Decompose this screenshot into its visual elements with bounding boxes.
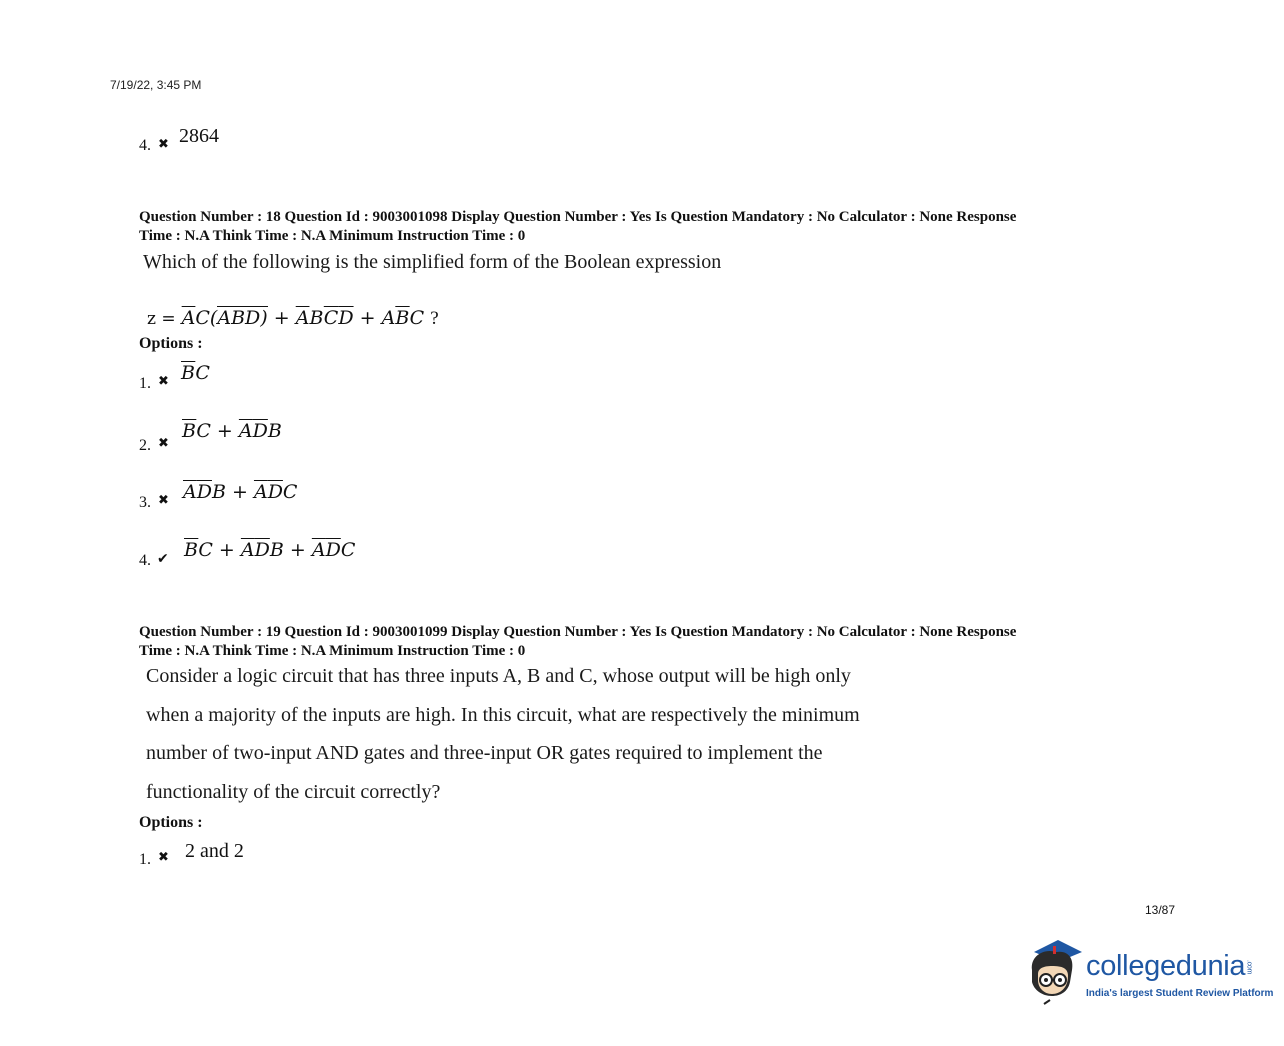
- expr-var: C: [340, 539, 356, 561]
- expr-var: $\overline{D}$: [254, 539, 270, 561]
- option-number: 2.: [139, 437, 151, 454]
- question-19-line-1: Consider a logic circuit that has three inputs A, B and C, whose output will be high only: [146, 665, 851, 687]
- expr-var: $\overline{A}$: [295, 307, 310, 329]
- wrong-mark-icon: ✖: [158, 436, 169, 451]
- expr-var: B: [267, 420, 282, 442]
- option-number: 4.: [139, 552, 151, 569]
- expr-var: $\overline{A}$: [183, 481, 197, 503]
- option-number: 1.: [139, 375, 151, 392]
- expr-var: B: [309, 307, 324, 329]
- expr-var: $\overline{D}$: [338, 307, 354, 329]
- expr-var: $\overline{B}$: [395, 307, 410, 329]
- expr-var: A: [381, 307, 396, 329]
- question-19-line-3: number of two-input AND gates and three-input OR gates required to implement the: [146, 742, 823, 764]
- boolean-expression: [147, 306, 439, 330]
- expr-var: C: [409, 307, 425, 329]
- question-19-line-2: when a majority of the inputs are high. In this circuit, what are respectively the minimum: [146, 704, 860, 726]
- option-2-expression: [182, 420, 282, 442]
- question-19-line-4: functionality of the circuit correctly?: [146, 781, 441, 803]
- expr-var: $\overline{D}$: [325, 539, 341, 561]
- expr-var: C(: [195, 307, 218, 329]
- option-number: 4.: [139, 137, 151, 154]
- question-19-meta: [139, 623, 1139, 661]
- prev-option-4: [139, 137, 151, 155]
- expr-lhs: z =: [147, 309, 176, 329]
- wrong-mark-icon: ✖: [158, 137, 169, 152]
- expr-var: $\overline{D}$: [196, 481, 212, 503]
- expr-var: C: [196, 420, 211, 442]
- options-label: Options :: [139, 335, 203, 352]
- expr-var: $\overline{B}$: [181, 362, 196, 384]
- expr-plus: +: [231, 481, 248, 503]
- question-18-meta: [139, 208, 1139, 246]
- brand-tagline: India's largest Student Review Platform: [1086, 988, 1274, 999]
- expr-plus: +: [289, 539, 306, 561]
- expr-var: $\overline{A}$: [240, 539, 255, 561]
- correct-check-icon: ✔: [157, 551, 169, 567]
- expr-var: B: [211, 481, 226, 503]
- meta-line-2: Time : N.A Think Time : N.A Minimum Instruction Time : 0: [139, 643, 526, 659]
- expr-var: $\overline{A}$: [181, 307, 196, 329]
- expr-var: BD: [231, 307, 261, 329]
- brand-suffix: .com: [1245, 960, 1253, 975]
- print-timestamp: 7/19/22, 3:45 PM: [110, 78, 202, 92]
- brand-name: [1086, 950, 1252, 983]
- expr-var: C: [282, 481, 298, 503]
- expr-var: $\overline{A}$: [217, 307, 232, 329]
- meta-line-1: Question Number : 18 Question Id : 9003001098 Display Question Number : Yes Is Question Mandatory : No Calculator : None Response: [139, 209, 1017, 225]
- expr-var: $\overline{B}$: [182, 420, 197, 442]
- wrong-mark-icon: ✖: [158, 493, 169, 508]
- expr-var: $\overline{A}$: [311, 539, 326, 561]
- expr-complement-group: [217, 306, 267, 328]
- expr-qmark: ?: [430, 308, 439, 329]
- expr-plus: +: [216, 420, 233, 442]
- expr-var: C: [198, 539, 213, 561]
- page-number: 13/87: [1145, 903, 1176, 917]
- option-4-expression: [184, 539, 355, 561]
- question-18-text: Which of the following is the simplified form of the Boolean expression: [143, 251, 722, 273]
- brand-wordmark: collegedunia: [1086, 950, 1246, 982]
- expr-var: $\overline{C}$: [323, 307, 339, 329]
- expr-var: B: [269, 539, 284, 561]
- options-label: Options :: [139, 814, 203, 831]
- option-text: 2 and 2: [185, 840, 244, 862]
- option-text: 2864: [179, 125, 219, 147]
- expr-var: $\overline{A}$: [253, 481, 268, 503]
- expr-var: $\overline{D}$: [252, 420, 268, 442]
- expr-plus: +: [218, 539, 235, 561]
- expr-paren: ): [260, 307, 268, 329]
- expr-var: $\overline{B}$: [184, 539, 199, 561]
- expr-var: $\overline{A}$: [238, 420, 253, 442]
- collegedunia-mascot-icon: [1024, 938, 1086, 1006]
- option-3-expression: [183, 481, 297, 503]
- option-number: 3.: [139, 494, 151, 511]
- expr-var: $\overline{D}$: [267, 481, 283, 503]
- meta-line-1: Question Number : 19 Question Id : 9003001099 Display Question Number : Yes Is Question Mandatory : No Calculator : None Response: [139, 624, 1017, 640]
- option-1-expression: [181, 362, 210, 384]
- wrong-mark-icon: ✖: [158, 850, 169, 865]
- expr-plus: +: [359, 307, 376, 329]
- expr-var: C: [195, 362, 210, 384]
- meta-line-2: Time : N.A Think Time : N.A Minimum Instruction Time : 0: [139, 228, 526, 244]
- option-number: 1.: [139, 851, 151, 868]
- expr-plus: +: [273, 307, 290, 329]
- wrong-mark-icon: ✖: [158, 374, 169, 389]
